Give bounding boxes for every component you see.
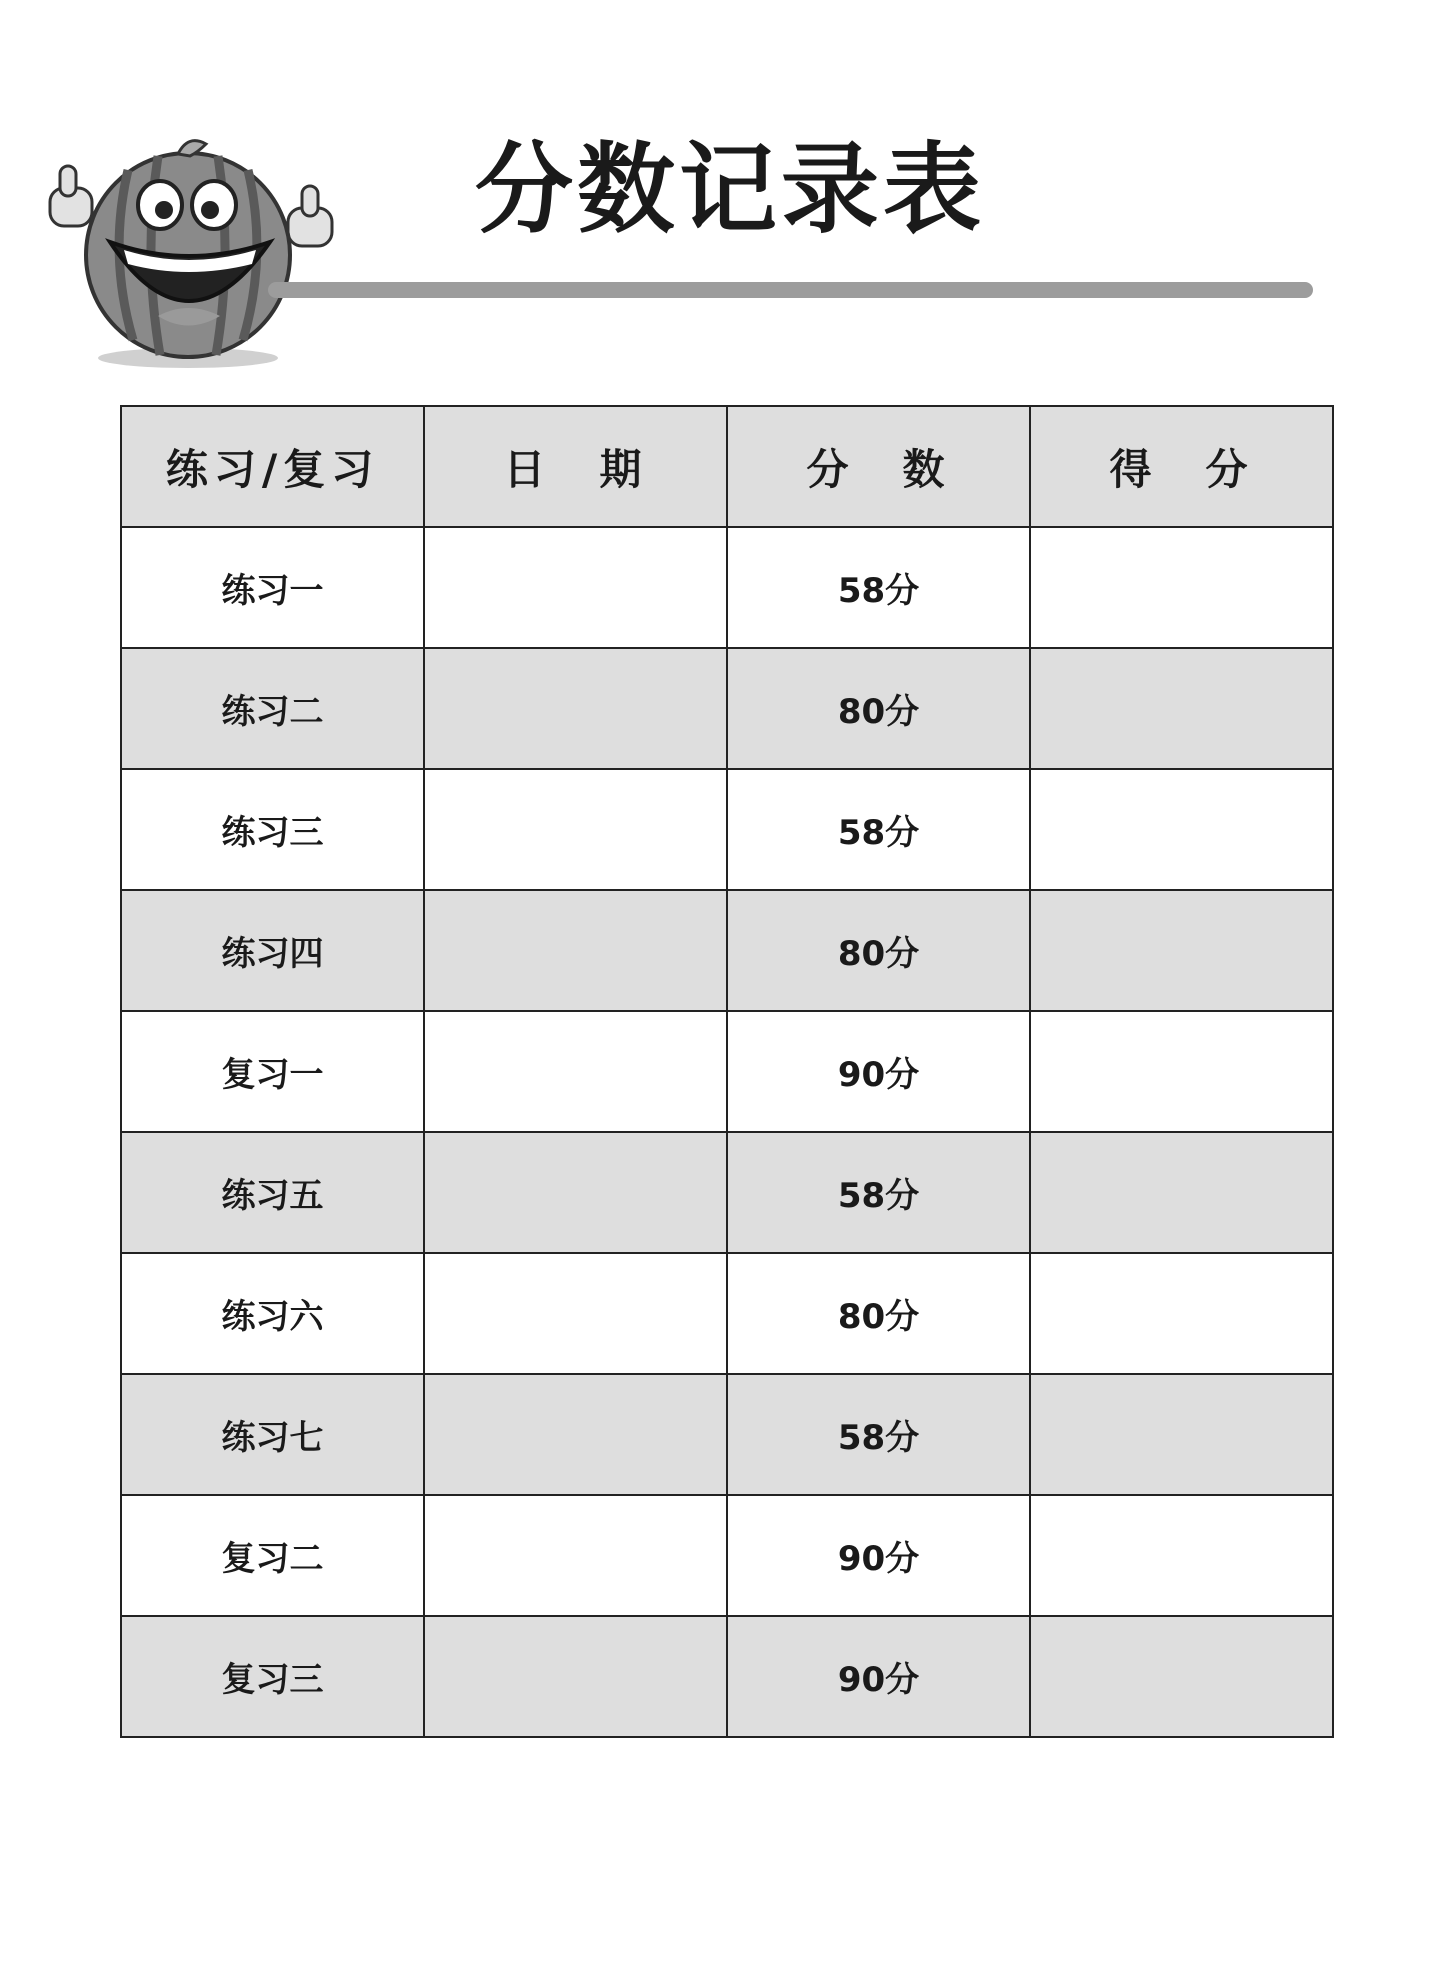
points-cell: 58分 — [727, 527, 1030, 648]
score-record-table-container — [120, 405, 1332, 1738]
points-cell: 90分 — [727, 1011, 1030, 1132]
date-cell[interactable] — [424, 1011, 727, 1132]
header-points: 分 数 — [727, 406, 1030, 527]
header-date: 日 期 — [424, 406, 727, 527]
row-name-cell: 练习七 — [121, 1374, 424, 1495]
date-cell[interactable] — [424, 648, 727, 769]
table-header-row — [121, 406, 1333, 527]
points-cell: 90分 — [727, 1495, 1030, 1616]
points-cell: 58分 — [727, 1132, 1030, 1253]
score-cell[interactable] — [1030, 1011, 1333, 1132]
row-name-cell: 练习三 — [121, 769, 424, 890]
points-cell: 80分 — [727, 1253, 1030, 1374]
score-cell[interactable] — [1030, 648, 1333, 769]
score-cell[interactable] — [1030, 1495, 1333, 1616]
row-name-cell: 练习五 — [121, 1132, 424, 1253]
points-cell: 58分 — [727, 769, 1030, 890]
row-name-cell: 练习一 — [121, 527, 424, 648]
date-cell[interactable] — [424, 769, 727, 890]
date-cell[interactable] — [424, 527, 727, 648]
score-cell[interactable] — [1030, 890, 1333, 1011]
date-cell[interactable] — [424, 1132, 727, 1253]
score-record-table — [120, 405, 1334, 1738]
page-title: 分数记录表 — [474, 133, 985, 247]
date-cell[interactable] — [424, 890, 727, 1011]
score-cell[interactable] — [1030, 1253, 1333, 1374]
score-cell[interactable] — [1030, 1374, 1333, 1495]
table-row — [121, 1011, 1333, 1132]
watermelon-mascot-icon — [38, 130, 338, 380]
row-name-cell: 复习二 — [121, 1495, 424, 1616]
row-name-cell: 练习二 — [121, 648, 424, 769]
table-row — [121, 1132, 1333, 1253]
table-row — [121, 769, 1333, 890]
date-cell[interactable] — [424, 1374, 727, 1495]
row-name-cell: 练习六 — [121, 1253, 424, 1374]
table-row — [121, 1495, 1333, 1616]
row-name-cell: 复习一 — [121, 1011, 424, 1132]
date-cell[interactable] — [424, 1495, 727, 1616]
table-row — [121, 648, 1333, 769]
table-row — [121, 1616, 1333, 1737]
points-cell: 90分 — [727, 1616, 1030, 1737]
table-row — [121, 1253, 1333, 1374]
row-name-cell: 复习三 — [121, 1616, 424, 1737]
row-name-cell: 练习四 — [121, 890, 424, 1011]
title-underline-bar — [268, 282, 1313, 298]
points-cell: 80分 — [727, 648, 1030, 769]
points-cell: 80分 — [727, 890, 1030, 1011]
table-row — [121, 890, 1333, 1011]
table-row — [121, 527, 1333, 648]
score-cell[interactable] — [1030, 1616, 1333, 1737]
score-cell[interactable] — [1030, 1132, 1333, 1253]
points-cell: 58分 — [727, 1374, 1030, 1495]
date-cell[interactable] — [424, 1616, 727, 1737]
header-exercise-review: 练习/复习 — [121, 406, 424, 527]
score-cell[interactable] — [1030, 769, 1333, 890]
score-cell[interactable] — [1030, 527, 1333, 648]
date-cell[interactable] — [424, 1253, 727, 1374]
header-score: 得 分 — [1030, 406, 1333, 527]
table-row — [121, 1374, 1333, 1495]
